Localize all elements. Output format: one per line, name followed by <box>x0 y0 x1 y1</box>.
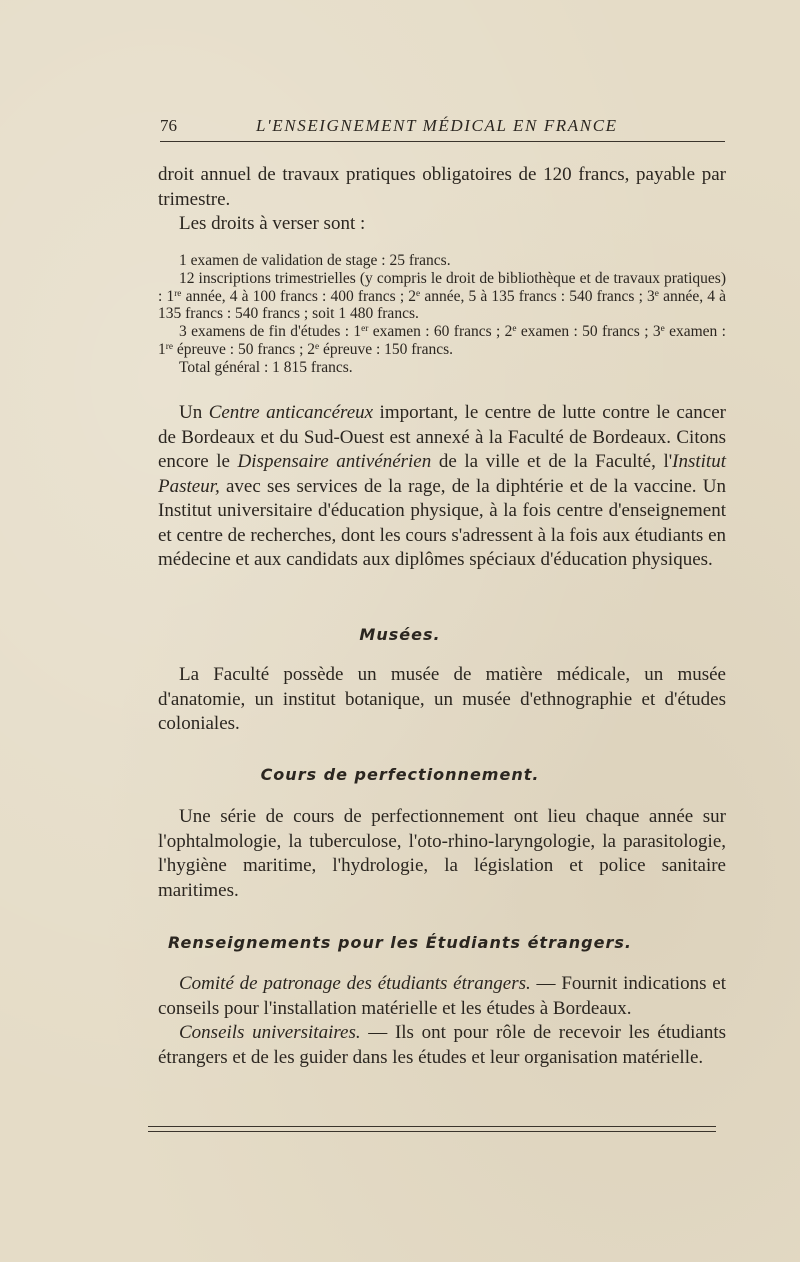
heading-musees: Musées. <box>359 625 441 644</box>
fee-text: 3 examens de fin d'études : 1 <box>179 323 362 341</box>
fee-line-total: Total général : 1 815 francs. <box>179 358 353 376</box>
heading-cours: Cours de perfectionnement. <box>260 765 540 784</box>
fee-text: examen : 60 francs ; 2 <box>368 323 513 341</box>
fee-sup: re <box>165 341 173 352</box>
comite-text: — Fournit indications et conseils pour l'installation matérielle et les études à Bordeaux. <box>158 973 726 1019</box>
centre-text: de la ville et de la Faculté, l' <box>431 451 673 472</box>
musees-paragraph: La Faculté possède un musée de matière médicale, un musée d'anatomie, un institut botanique, un musée d'ethnographie et d'études coloniales. <box>158 664 726 734</box>
fee-line-validation: 1 examen de validation de stage : 25 francs. <box>179 252 451 269</box>
intro-paragraph: droit annuel de travaux pratiques obligatoires de 120 francs, payable par trimestre. <box>158 164 726 210</box>
fee-text: année, 5 à 135 francs : 540 francs ; 3 <box>420 287 655 305</box>
fee-sup: e <box>512 324 517 335</box>
fee-sup: e <box>654 288 659 299</box>
conseils-paragraph <box>158 1021 726 1070</box>
centre-text: avec ses services de la rage, de la diphtérie et de la vaccine. Un Institut universitaire d'éducation physique, à la fois centre d'enseignement et centre de recherches, dont les cours s'adressent à la fois aux étudiants en médecine et aux candidats aux diplômes spéciaux d'éducation physiques. <box>158 475 726 570</box>
fee-sup: re <box>174 288 182 299</box>
centre-section <box>158 401 726 573</box>
fee-text: examen : 50 francs ; 3 <box>516 323 661 341</box>
fee-text: épreuve : 50 francs ; 2 <box>172 340 316 358</box>
fee-sup: e <box>660 324 665 335</box>
header-rule <box>160 141 725 142</box>
fee-text: année, 4 à 135 francs : 540 francs ; soit 1 480 francs. <box>158 287 726 323</box>
institut-pasteur: Institut Pasteur, <box>158 451 726 497</box>
centre-text: important, le centre de lutte contre le cancer de Bordeaux et du Sud-Ouest est annexé à la Faculté de Bordeaux. Citons encore le <box>158 402 726 472</box>
fee-text: 12 inscriptions trimestrielles (y compris le droit de bibliothèque et de travaux pratiques) : 1 <box>158 269 726 305</box>
renseignements-section <box>158 972 726 1070</box>
conseils-text: — Ils ont pour rôle de recevoir les étudiants étrangers et de les guider dans les études et leur organisation matérielle. <box>158 1022 726 1068</box>
dispensaire-antivenerien: Dispensaire antivénérien <box>237 451 432 472</box>
bottom-rule-top <box>148 1126 716 1127</box>
centre-anticancereux: Centre anticancéreux <box>208 402 374 423</box>
fees-list <box>158 252 726 377</box>
fee-sup: er <box>361 324 369 335</box>
centre-paragraph <box>158 401 726 573</box>
page-number: 76 <box>160 116 177 135</box>
fee-line-inscriptions <box>158 270 726 323</box>
comite-title: Comité de patronage des étudiants étrangers. <box>179 973 531 994</box>
musees-section <box>158 663 726 737</box>
page-header <box>160 116 725 140</box>
comite-paragraph <box>158 972 726 1021</box>
running-title: L'ENSEIGNEMENT MÉDICAL EN FRANCE <box>256 116 618 135</box>
fee-sup: e <box>315 341 320 352</box>
bottom-rule-bottom <box>148 1131 716 1132</box>
centre-text: Un <box>179 402 209 423</box>
fee-text: épreuve : 150 francs. <box>319 340 454 358</box>
conseils-title: Conseils universitaires. <box>179 1022 361 1043</box>
fee-line-examens <box>158 323 726 359</box>
intro-section <box>158 163 726 237</box>
heading-renseignements: Renseignements pour les Étudiants étrangers. <box>168 933 632 952</box>
fee-text: examen : 1 <box>158 323 726 358</box>
fee-sup: e <box>416 288 421 299</box>
cours-section <box>158 805 726 903</box>
fees-intro: Les droits à verser sont : <box>179 213 366 234</box>
cours-paragraph: Une série de cours de perfectionnement ont lieu chaque année sur l'ophtalmologie, la tuberculose, l'oto-rhino-laryngologie, la parasitologie, l'hygiène maritime, l'hydrologie, la législation et police sanitaire maritimes. <box>158 806 726 901</box>
fee-text: année, 4 à 100 francs : 400 francs ; 2 <box>181 287 417 305</box>
